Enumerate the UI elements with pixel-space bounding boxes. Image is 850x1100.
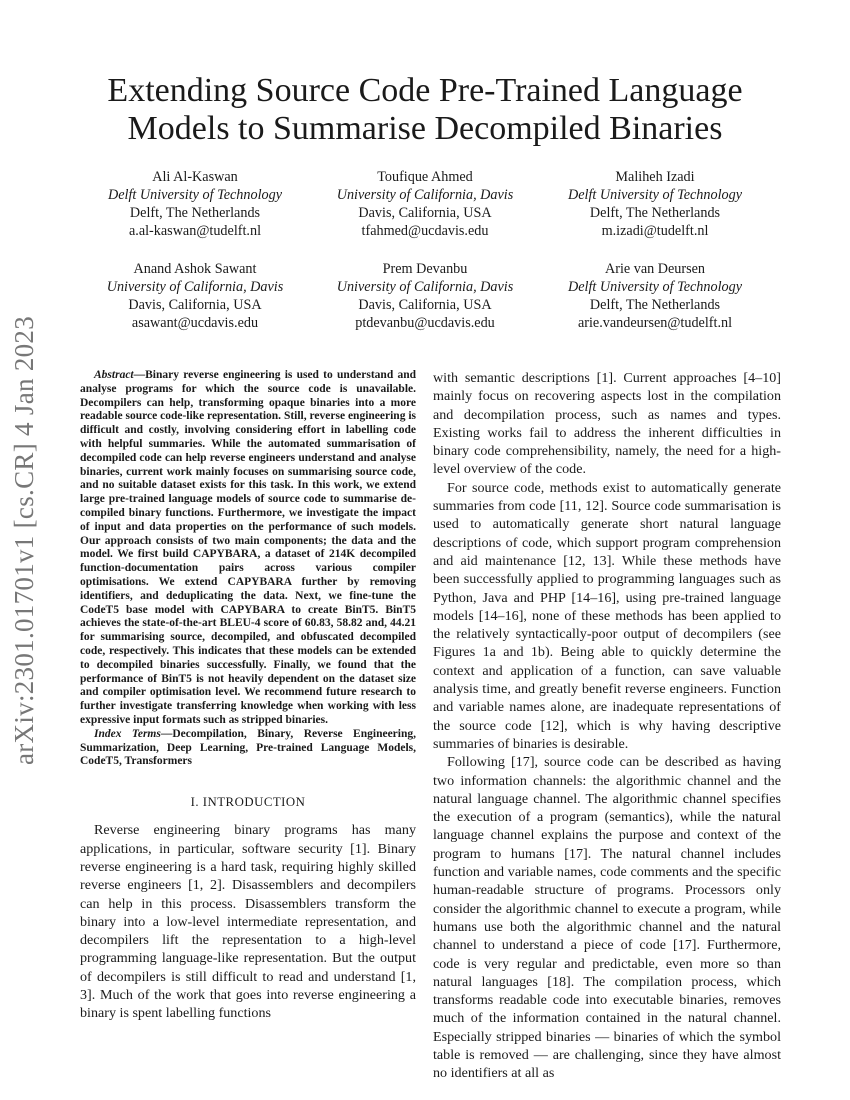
author-email: m.izadi@tudelft.nl [601,223,709,239]
index-terms-label: Index Terms [94,727,161,740]
author-location: Davis, California, USA [128,297,262,313]
right-column [433,369,781,1083]
index-terms [80,728,416,769]
author-name: Ali Al-Kaswan [152,169,238,185]
author-affiliation: University of California, Davis [106,279,284,295]
author-affiliation: Delft University of Technology [567,279,743,295]
author-affiliation: Delft University of Technology [567,187,743,203]
paper-title: Extending Source Code Pre-Trained Language Models to Summarise Decompiled Binaries [107,72,743,147]
author-name: Arie van Deursen [604,261,706,277]
author-email: a.al-kaswan@tudelft.nl [128,223,262,239]
author-email: arie.vandeursen@tudelft.nl [577,315,733,331]
author-6 [540,260,770,332]
paragraph: Reverse engineering binary programs has many applications, in particular, software security [1]. Binary reverse engineering is a hard task, requiring highly skilled reverse engineers [1, 2]. Disassemblers and decompilers can help in this process. Disassemblers transform the binary into a low-level intermediate representation, and decompilers lift the representation to a high-level programming language-like representation. But the output of decompilers is still difficult to read and understand [1, 3]. Much of the work that goes into reverse engineering a binary is spent labelling functions [80,822,416,1022]
author-email: asawant@ucdavis.edu [131,315,259,331]
section-heading: I. INTRODUCTION [190,795,306,810]
author-name: Prem Devanbu [382,261,468,277]
author-5 [310,260,540,332]
abstract-text: —Binary reverse engineering is used to understand and analyse programs for which the source code is unavailable. Decompilers can help, transforming opaque binaries into a more readable source code-like representation. Still, reverse engineering is difficult and costly, involving considering effort in labelling code with helpful summaries. While the automated summarisation of decompiled code can help reverse engineers understand and analyse binaries, current work mainly focuses on summarising source code, and no suitable dataset exists for this task. In this work, we extend large pre-trained language models of source code to summarise de-compiled binary functions. Furthermore, we investigate the impact of input and data properties on the performance of such models. Our approach consists of two main components; the data and the model. We first build CAPYBARA, a dataset of 214K decompiled function-documentation pairs across various compiler optimisations. We extend CAPYBARA further by removing identifiers, and deduplicating the data. Next, we fine-tune the CodeT5 base model with CAPYBARA to create BinT5. BinT5 achieves the state-of-the-art BLEU-4 score of 60.83, 58.82 and, 44.21 for summarising source, decompiled, and obfuscated decompiled code, respectively. This indicates that these models can be extended to decompiled binaries successfully. Finally, we found that the performance of BinT5 is not heavily dependent on the dataset size and compiler optimisation level. We recommend future research to further investigate transferring knowledge when working with less expressive input formats such as stripped binaries. [80,369,416,726]
author-name: Maliheh Izadi [615,169,695,185]
author-affiliation: Delft University of Technology [107,187,283,203]
author-block [80,168,770,332]
author-3 [540,168,770,240]
arxiv-stamp [0,305,50,775]
paragraph: For source code, methods exist to automatically generate summaries from code [11, 12]. Source code summarisation is used to automatically generate short natural language descriptions of code, which support program comprehension and aid maintenance [12, 13]. While these methods have been successfully applied to programming languages such as Python, Java and PHP [14–16], using pre-trained language models [14–16], none of these methods has been applied to the relatively syntactically-poor output of decompilers (see Figures 1a and 1b). Being able to quickly determine the context and application of a function, can save valuable analysis time, and greatly benefit reverse engineers. Function and variable names alone, are inadequate representations of the source code [12], which is why having descriptive summaries of binaries is desirable. [433,479,781,752]
author-affiliation: University of California, Davis [336,187,514,203]
abstract [80,369,416,728]
author-affiliation: University of California, Davis [336,279,514,295]
arxiv-stamp-text: arXiv:2301.01701v1 [cs.CR] 4 Jan 2023 [9,315,40,765]
author-1 [80,168,310,240]
author-name: Toufique Ahmed [377,169,473,185]
author-email: ptdevanbu@ucdavis.edu [355,315,495,331]
paragraph: with semantic descriptions [1]. Current approaches [4–10] mainly focus on recovering aspects lost in the compilation and decompilation process, such as names and types. Existing works fail to address the inherent difficulties in binary code comprehensibility, namely, the need for a high-level overview of the code. [433,370,781,478]
index-terms-text: —Decompilation, Binary, Reverse Engineering, Summarization, Deep Learning, Pre-trained Language Models, CodeT5, Transformers [80,727,416,768]
author-location: Davis, California, USA [358,205,492,221]
author-location: Delft, The Netherlands [589,297,721,313]
author-2 [310,168,540,240]
author-email: tfahmed@ucdavis.edu [361,223,489,239]
left-column [80,369,416,1023]
author-location: Delft, The Netherlands [589,205,721,221]
author-4 [80,260,310,332]
author-location: Davis, California, USA [358,297,492,313]
paragraph: Following [17], source code can be described as having two information channels: the algorithmic channel and the natural language channel. The algorithmic channel specifies the execution of a program (semantics), while the natural language channel explains the purpose and context of the program to humans [17]. The natural channel includes function and variable names, code comments and the specific human-readable structure of programs. Processors only consider the algorithmic channel to execute a program, while humans use both the algorithmic channel and the natural channel to understand a piece of code [17]. Furthermore, code is very regular and predictable, even more so than natural languages [18]. The compilation process, which transforms readable code into executable binaries, removes much of the information contained in the natural channel. Especially stripped binaries — binaries of which the symbol table is removed — are challenging, since they have almost no identifiers at all as [433,754,781,1082]
abstract-label: Abstract [94,369,134,381]
author-name: Anand Ashok Sawant [133,261,257,277]
author-location: Delft, The Netherlands [129,205,261,221]
